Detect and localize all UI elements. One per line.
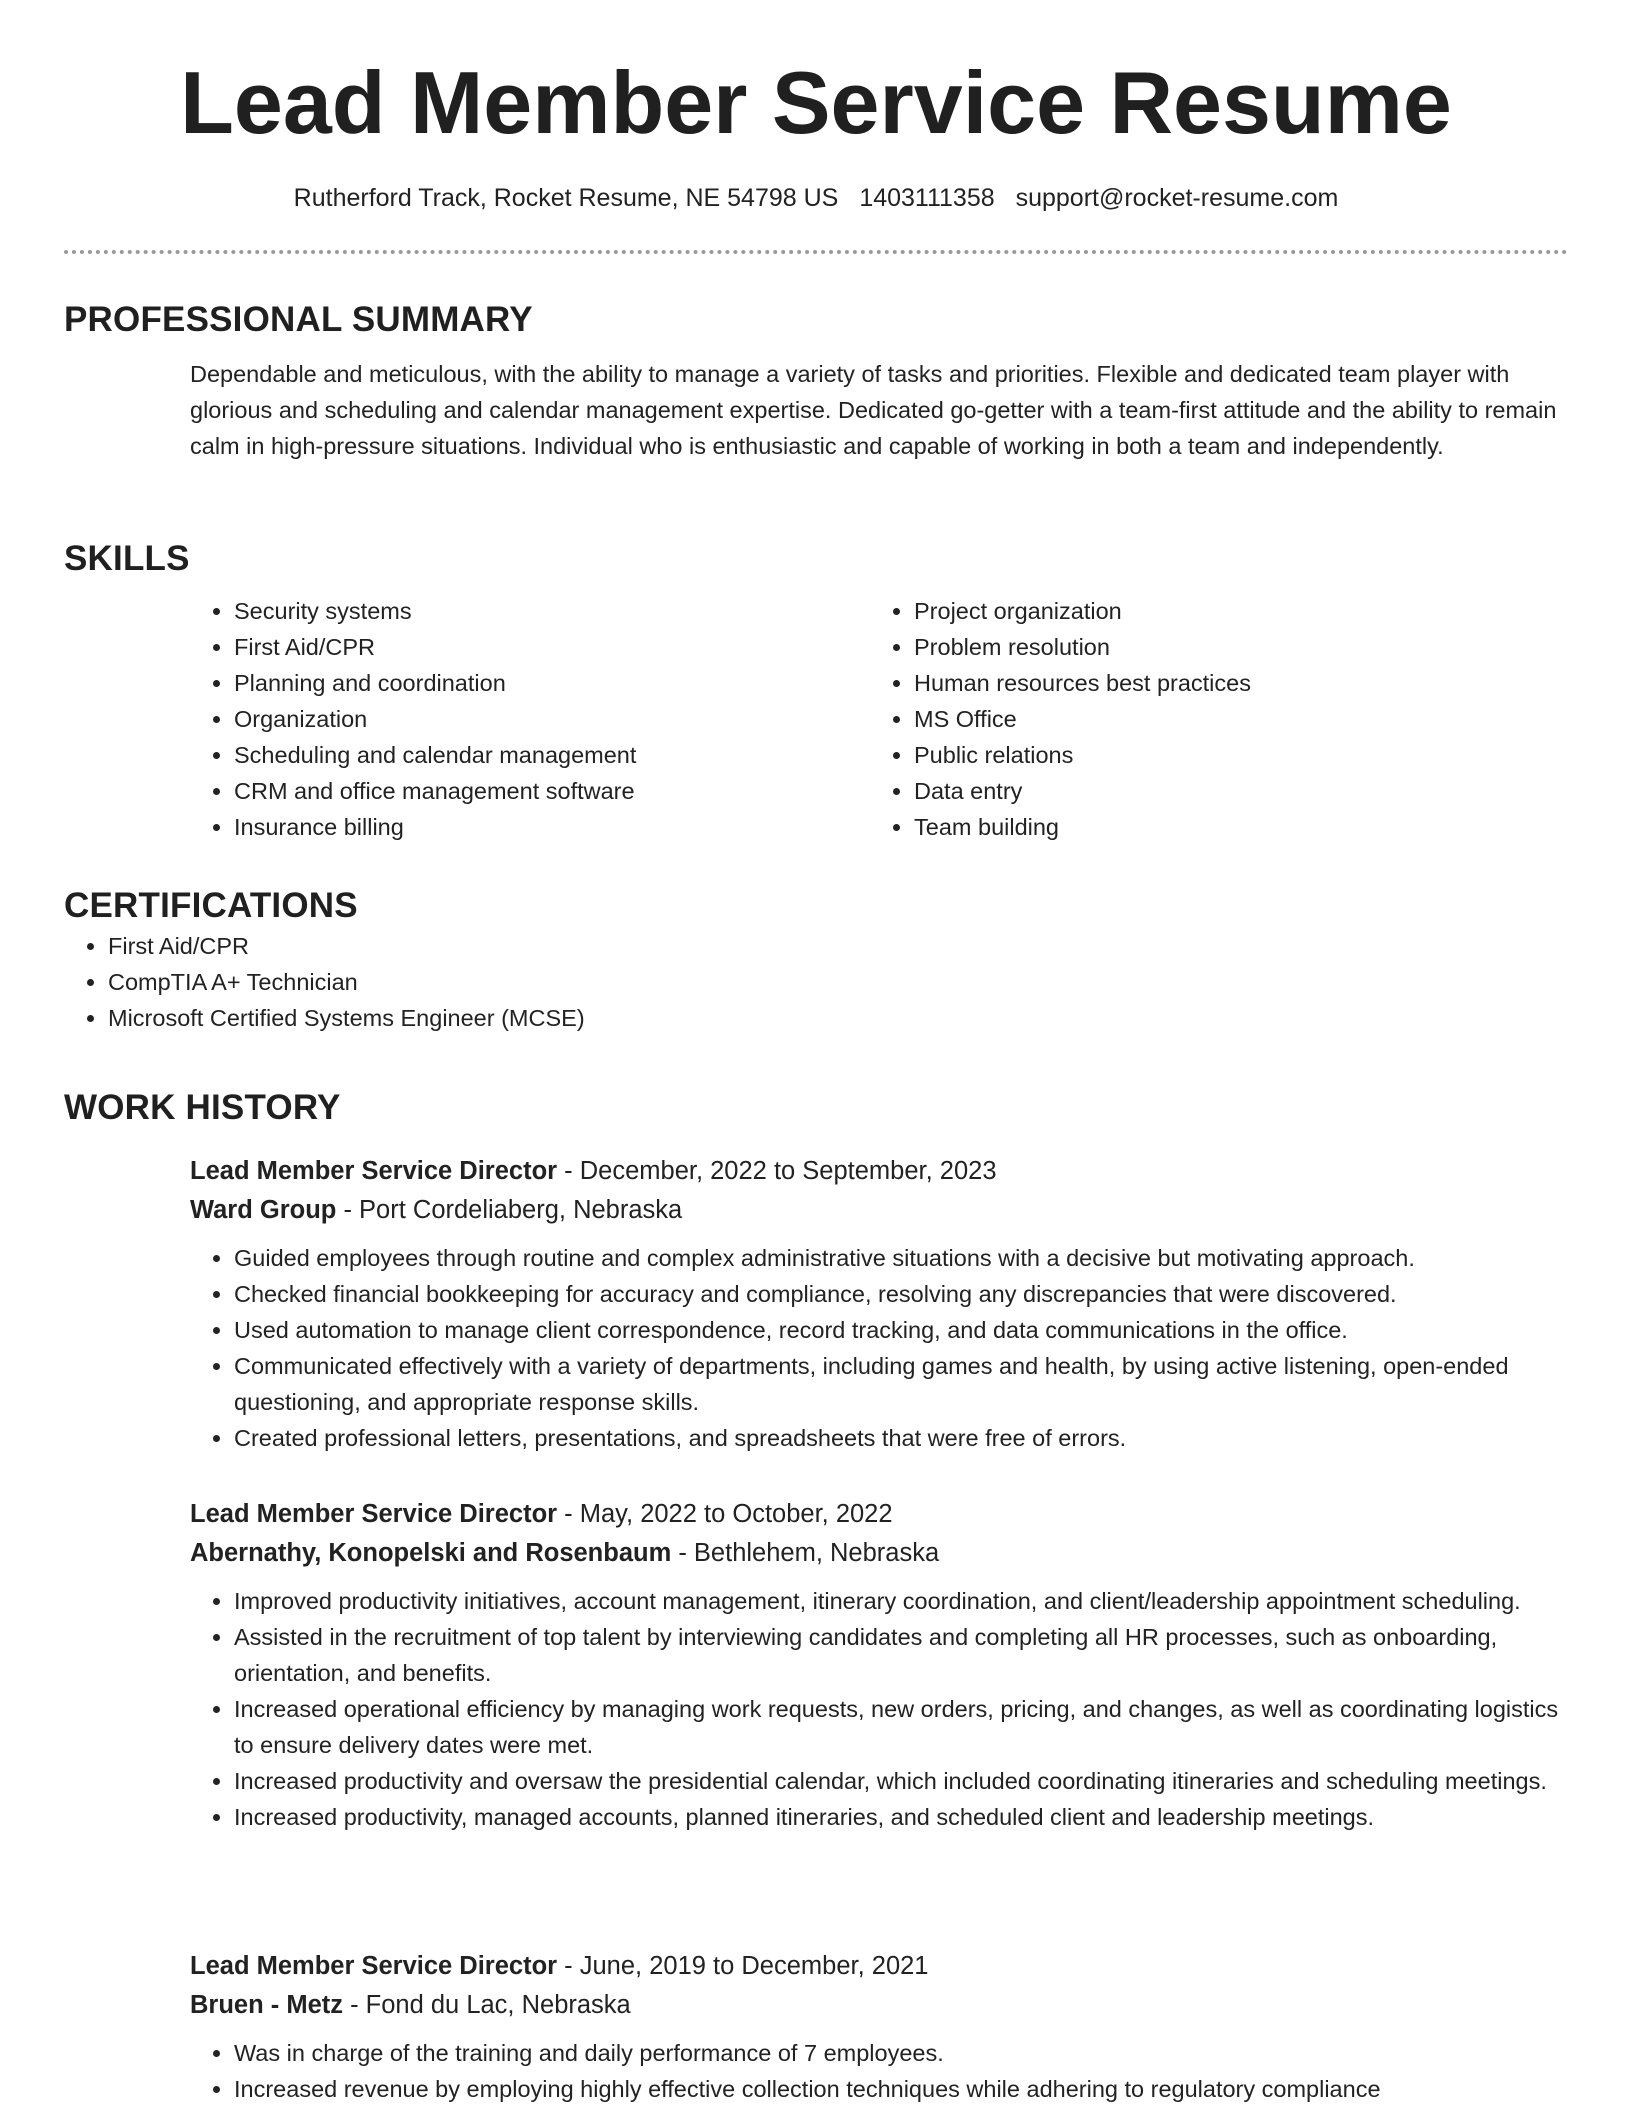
job-dates: - December, 2022 to September, 2023 xyxy=(557,1157,997,1185)
list-item: • Organization xyxy=(234,701,870,737)
skills-section xyxy=(64,537,1568,845)
list-item: • Assisted in the recruitment of top talent by interviewing candidates and completing all HR processes, such as onboarding, orientation, and benefits. xyxy=(234,1619,1568,1691)
list-item: • CRM and office management software xyxy=(234,773,870,809)
job-company: Abernathy, Konopelski and Rosenbaum xyxy=(190,1539,672,1567)
contact-address: Rutherford Track, Rocket Resume, NE 54798 US xyxy=(293,184,839,212)
skills-columns xyxy=(190,593,1568,845)
job-title: Lead Member Service Director xyxy=(190,1157,558,1185)
list-item: • Increased revenue by employing highly effective collection techniques while adhering to regulatory compliance xyxy=(234,2071,1568,2107)
skills-list-right xyxy=(870,593,1550,845)
job-dates: - May, 2022 to October, 2022 xyxy=(557,1500,893,1528)
list-item: • Created professional letters, presentations, and spreadsheets that were free of errors. xyxy=(234,1420,1568,1456)
list-item: • Increased productivity, managed accounts, planned itineraries, and scheduled client and leadership meetings. xyxy=(234,1799,1568,1835)
list-item: • Human resources best practices xyxy=(914,665,1550,701)
skills-heading: SKILLS xyxy=(64,539,190,578)
job-title: Lead Member Service Director xyxy=(190,1500,558,1528)
list-item: • Data entry xyxy=(914,773,1550,809)
contact-email: support@rocket-resume.com xyxy=(1015,184,1339,212)
job-company-line xyxy=(190,1534,1568,1573)
skills-column-right xyxy=(870,593,1550,845)
list-item: • Planning and coordination xyxy=(234,665,870,701)
list-item: • Project organization xyxy=(914,593,1550,629)
contact-phone: 1403111358 xyxy=(859,184,995,212)
list-item: • Team building xyxy=(914,809,1550,845)
job-bullets xyxy=(190,2035,1568,2107)
list-item: • First Aid/CPR xyxy=(234,629,870,665)
job-entry xyxy=(64,1495,1568,1835)
job-entry xyxy=(64,1152,1568,1456)
list-item: • Increased operational efficiency by managing work requests, new orders, pricing, and changes, as well as coordinating logistics to ensure delivery dates were met. xyxy=(234,1691,1568,1763)
job-company: Ward Group xyxy=(190,1196,337,1224)
list-item: • First Aid/CPR xyxy=(108,928,1568,964)
list-item: • Improved productivity initiatives, account management, itinerary coordination, and client/leadership appointment scheduling. xyxy=(234,1583,1568,1619)
job-title: Lead Member Service Director xyxy=(190,1952,558,1980)
job-title-line xyxy=(190,1152,1568,1191)
list-item: • Problem resolution xyxy=(914,629,1550,665)
list-item: • Public relations xyxy=(914,737,1550,773)
list-item: • Checked financial bookkeeping for accuracy and compliance, resolving any discrepancies that were discovered. xyxy=(234,1276,1568,1312)
job-location: - Bethlehem, Nebraska xyxy=(671,1539,940,1567)
summary-section xyxy=(64,298,1568,464)
list-item: • Communicated effectively with a variety of departments, including games and health, by using active listening, open-ended questioning, and appropriate response skills. xyxy=(234,1348,1568,1420)
job-details xyxy=(190,1495,1568,1835)
certifications-list xyxy=(64,928,1568,1036)
work-history-heading: WORK HISTORY xyxy=(64,1088,341,1127)
list-item: • Guided employees through routine and complex administrative situations with a decisive but motivating approach. xyxy=(234,1240,1568,1276)
list-item: • Insurance billing xyxy=(234,809,870,845)
list-item: • CompTIA A+ Technician xyxy=(108,964,1568,1000)
job-company: Bruen - Metz xyxy=(190,1991,343,2019)
list-item: • Security systems xyxy=(234,593,870,629)
job-company-line xyxy=(190,1986,1568,2025)
job-bullets xyxy=(190,1583,1568,1835)
job-location: - Port Cordeliaberg, Nebraska xyxy=(336,1196,683,1224)
job-details xyxy=(190,1152,1568,1456)
work-history-section xyxy=(64,1086,1568,1130)
list-item: • MS Office xyxy=(914,701,1550,737)
job-title-line xyxy=(190,1495,1568,1534)
summary-text: Dependable and meticulous, with the ability to manage a variety of tasks and priorities. Flexible and dedicated team player with glorious and scheduling and calendar management expertise. Dedicated go-getter with a team-first attitude and the ability to remain calm in high-pressure situations. Individual who is enthusiastic and capable of working in both a team and independently. xyxy=(190,361,1557,459)
job-entry xyxy=(64,1947,1568,2107)
resume-title: Lead Member Service Resume xyxy=(180,53,1452,152)
skills-list-left xyxy=(190,593,870,845)
job-title-line xyxy=(190,1947,1568,1986)
job-location: - Fond du Lac, Nebraska xyxy=(343,1991,631,2019)
certifications-section xyxy=(64,884,1568,1036)
contact-line xyxy=(0,180,1632,216)
job-company-line xyxy=(190,1191,1568,1230)
certifications-heading: CERTIFICATIONS xyxy=(64,886,358,925)
list-item: • Scheduling and calendar management xyxy=(234,737,870,773)
job-details xyxy=(190,1947,1568,2107)
list-item: • Microsoft Certified Systems Engineer (MCSE) xyxy=(108,1000,1568,1036)
list-item: • Increased productivity and oversaw the presidential calendar, which included coordinating itineraries and scheduling meetings. xyxy=(234,1763,1568,1799)
job-dates: - June, 2019 to December, 2021 xyxy=(557,1952,929,1980)
list-item: • Was in charge of the training and daily performance of 7 employees. xyxy=(234,2035,1568,2071)
job-bullets xyxy=(190,1240,1568,1456)
list-item: • Used automation to manage client correspondence, record tracking, and data communications in the office. xyxy=(234,1312,1568,1348)
summary-heading: PROFESSIONAL SUMMARY xyxy=(64,300,533,339)
skills-column-left xyxy=(190,593,870,845)
header-divider xyxy=(64,250,1568,254)
